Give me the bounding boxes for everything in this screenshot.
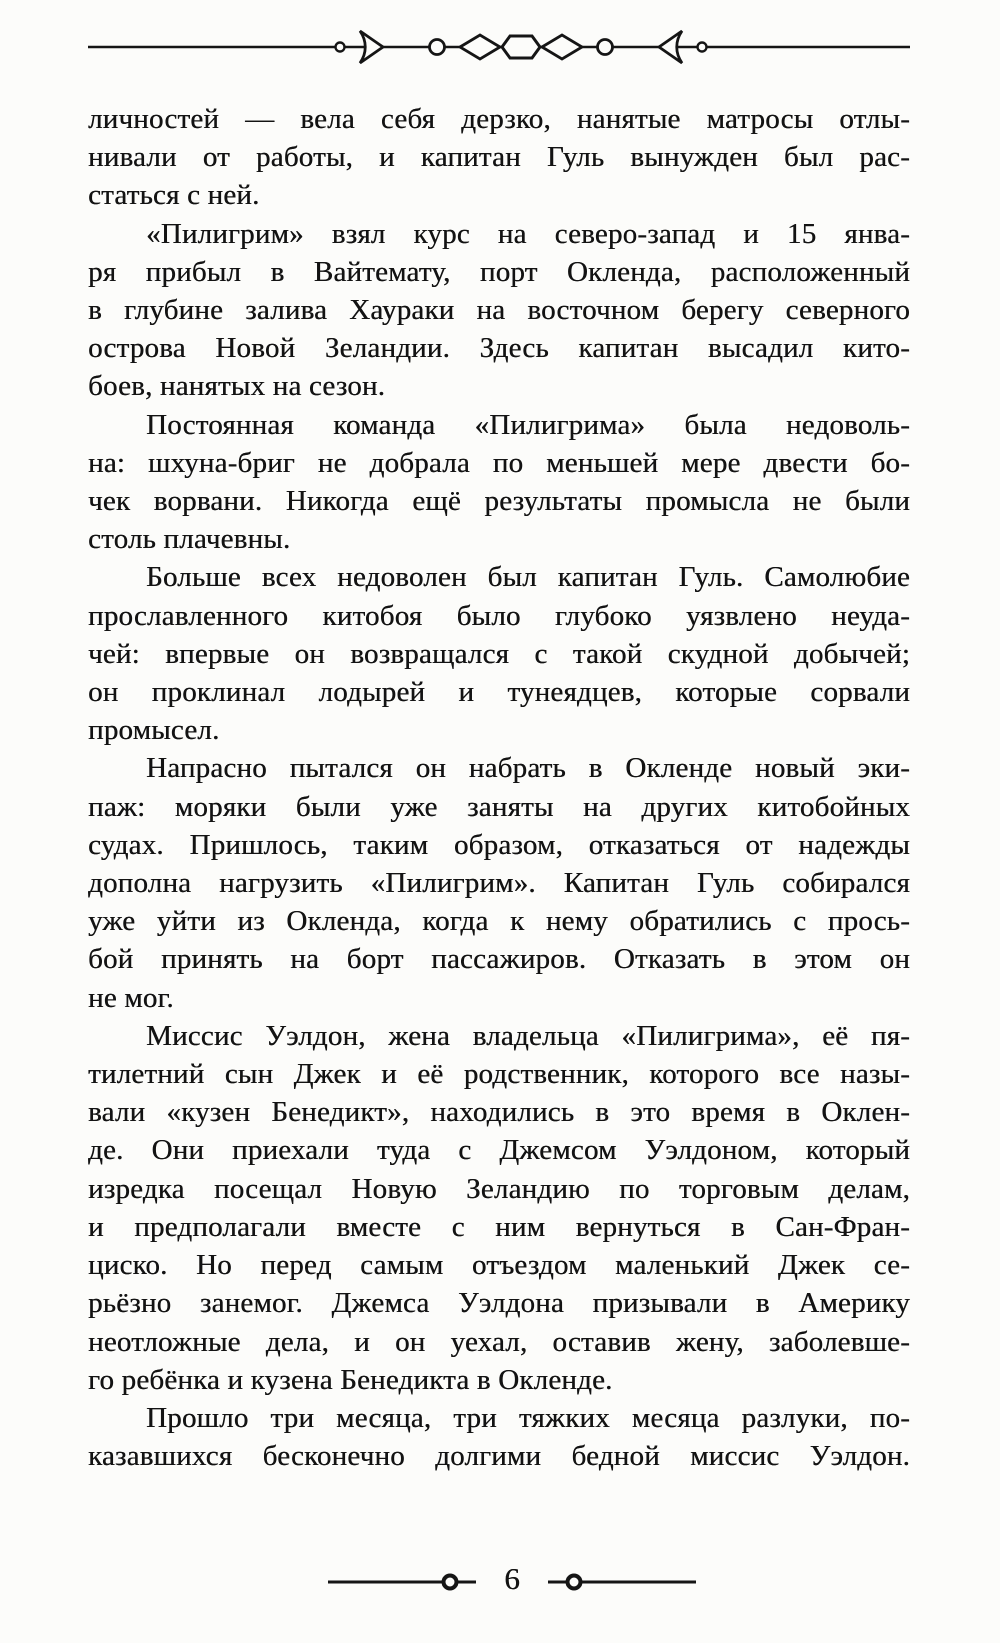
text-line: казавшихся бесконечно долгими бедной миссис Уэлдон. xyxy=(88,1440,910,1473)
page-number: 6 xyxy=(504,1561,520,1596)
text-line: не мог. xyxy=(88,981,174,1014)
text-line: статься с ней. xyxy=(88,179,260,212)
text-line: вали «кузен Бенедикт», находились в это время в Оклен- xyxy=(88,1096,910,1129)
text-line: бой принять на борт пассажиров. Отказать в этом он xyxy=(88,943,910,976)
text-line: Постоянная команда «Пилигрима» была недоволь- xyxy=(146,408,910,441)
text-line: острова Новой Зеландии. Здесь капитан высадил кито- xyxy=(88,332,910,365)
paragraph xyxy=(88,749,910,1016)
text-line: уже уйти из Окленда, когда к нему обратились с прось- xyxy=(88,905,910,938)
text-line: «Пилигрим» взял курс на северо-запад и 15 янва- xyxy=(146,217,910,250)
text-line: Напрасно пытался он набрать в Окленде новый эки- xyxy=(146,752,910,785)
text-line: чей: впервые он возвращался с такой скудной добычей; xyxy=(88,637,910,670)
text-line: судах. Пришлось, таким образом, отказаться от надежды xyxy=(88,828,910,861)
text-line: и предполагали вместе с ним вернуться в Сан-Фран- xyxy=(88,1210,910,1243)
text-line: промысел. xyxy=(88,714,220,747)
paragraph xyxy=(88,1017,910,1399)
text-line: тилетний сын Джек и её родственник, которого все назы- xyxy=(88,1058,910,1091)
text-line: нивали от работы, и капитан Гуль вынужден был рас- xyxy=(88,141,910,174)
paragraph xyxy=(88,1399,910,1475)
text-line: личностей — вела себя дерзко, нанятые матросы отлы- xyxy=(88,103,910,135)
text-line: изредка посещал Новую Зеландию по торговым делам, xyxy=(88,1172,910,1205)
text-line: неотложные дела, и он уехал, оставив жену, заболевше- xyxy=(88,1325,910,1358)
text-line: паж: моряки были уже заняты на других китобойных xyxy=(88,790,910,823)
text-line: циско. Но перед самым отъездом маленький Джек се- xyxy=(88,1249,910,1282)
text-block xyxy=(88,100,910,1475)
text-line: боев, нанятых на сезон. xyxy=(88,370,386,403)
text-line: дополна нагрузить «Пилигрим». Капитан Гуль собирался xyxy=(88,867,910,900)
text-line: Миссис Уэлдон, жена владельца «Пилигрима», её пя- xyxy=(146,1019,910,1052)
text-line: на: шхуна-бриг не добрала по меньшей мере двести бо- xyxy=(88,446,910,479)
text-line: ря прибыл в Вайтемату, порт Окленда, расположенный xyxy=(88,255,910,288)
text-line: де. Они приехали туда с Джемсом Уэлдоном, который xyxy=(88,1134,910,1167)
header-ornament xyxy=(88,28,910,66)
footer-rule-left-icon xyxy=(326,1569,478,1595)
text-line: Прошло три месяца, три тяжких месяца разлуки, по- xyxy=(146,1401,910,1434)
paragraph xyxy=(88,215,910,406)
paragraph xyxy=(88,558,910,749)
paragraph xyxy=(88,100,910,215)
text-line: столь плачевны. xyxy=(88,523,291,556)
footer-rule-right-icon xyxy=(546,1569,698,1595)
decorative-divider-icon xyxy=(88,28,910,66)
text-line: в глубине залива Хаураки на восточном берегу северного xyxy=(88,294,910,327)
text-line: чек ворвани. Никогда ещё результаты промысла не были xyxy=(88,485,910,518)
paragraph xyxy=(88,406,910,559)
text-line: го ребёнка и кузена Бенедикта в Окленде. xyxy=(88,1363,613,1396)
page-footer xyxy=(12,1561,1000,1597)
text-line: рьёзно занемог. Джемса Уэлдона призывали в Америку xyxy=(88,1287,910,1320)
text-line: он проклинал лодырей и тунеядцев, которые сорвали xyxy=(88,676,910,709)
text-line: Больше всех недоволен был капитан Гуль. Самолюбие xyxy=(146,561,910,594)
text-line: прославленного китобоя было глубоко уязвлено неуда- xyxy=(88,599,910,632)
